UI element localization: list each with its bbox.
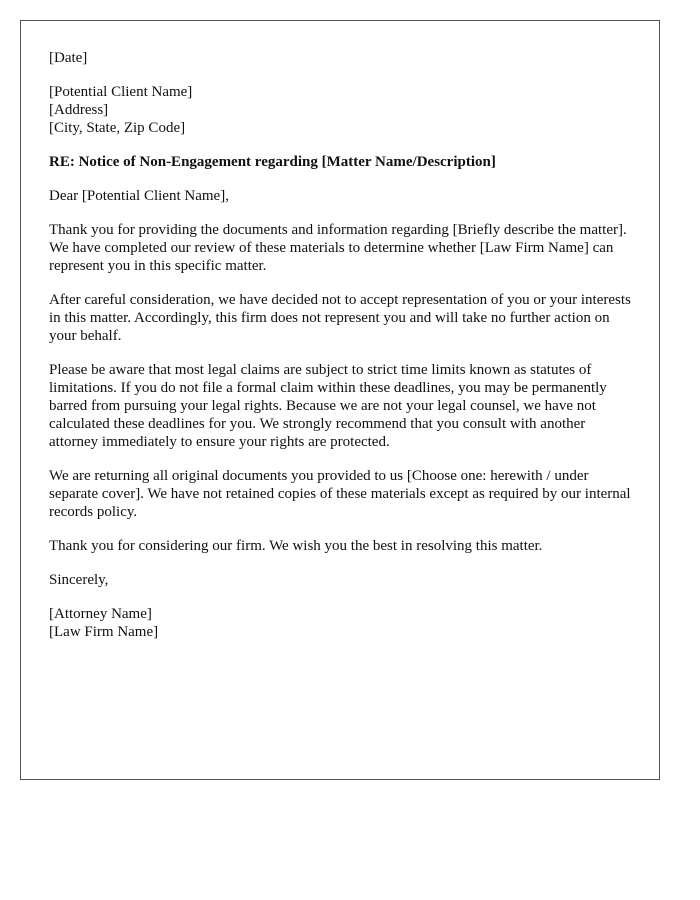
body-paragraph-4: We are returning all original documents you provided to us [Choose one: herewith / under separate cover]. We have not retained copies of these materials except as required by our internal records policy. [49, 468, 631, 520]
salutation: Dear [Potential Client Name], [49, 188, 229, 204]
closing: Sincerely, [49, 572, 109, 588]
body-paragraph-3: Please be aware that most legal claims are subject to strict time limits known as statutes of limitations. If you do not file a formal claim within these deadlines, you may be permanently barred from pursuing your legal rights. Because we are not your legal counsel, we have not calculated these deadlines for you. We strongly recommend that you consult with another attorney immediately to ensure your rights are protected. [49, 362, 607, 450]
recipient-block [49, 83, 631, 137]
body-paragraph-1: Thank you for providing the documents and information regarding [Briefly describe the matter]. We have completed our review of these materials to determine whether [Law Firm Name] can represent you in this specific matter. [49, 222, 627, 274]
letter-date: [Date] [49, 50, 88, 66]
recipient-city-state-zip: [City, State, Zip Code] [49, 120, 186, 136]
body-paragraph-2: After careful consideration, we have decided not to accept representation of you or your interests in this matter. Accordingly, this firm does not represent you and will take no further action on your behalf. [49, 292, 631, 344]
subject-line: RE: Notice of Non-Engagement regarding [Matter Name/Description] [49, 154, 496, 170]
body-paragraph-5: Thank you for considering our firm. We wish you the best in resolving this matter. [49, 538, 543, 554]
recipient-address: [Address] [49, 102, 109, 118]
letter-page [20, 20, 660, 780]
signature-block [49, 605, 631, 641]
attorney-name: [Attorney Name] [49, 606, 152, 622]
law-firm-name: [Law Firm Name] [49, 624, 159, 640]
recipient-name: [Potential Client Name] [49, 84, 193, 100]
